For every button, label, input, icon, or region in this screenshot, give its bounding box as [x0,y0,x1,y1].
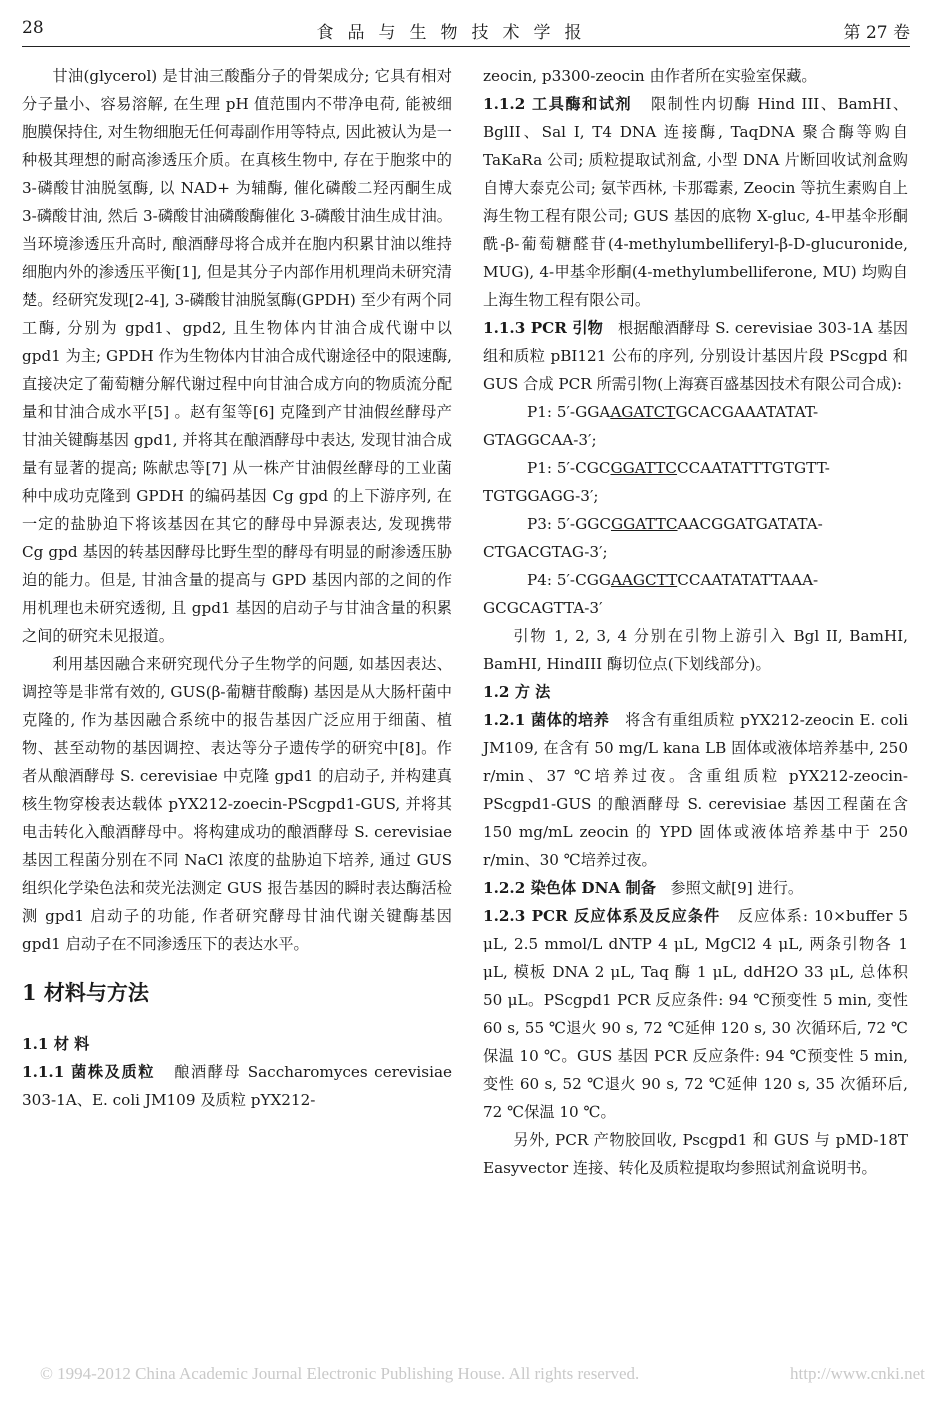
primer-line [483,566,908,594]
text-1-2-2: 参照文献[9] 进行。 [670,879,804,897]
subsection-1-1: 1.1 材 料 [22,1035,90,1053]
primer-site: AGATCT [610,403,676,421]
heading-1-2-1: 1.2.1 菌体的培养 [483,711,610,729]
text-1-2-3: 反应体系: 10×buffer 5 μL, 2.5 mmol/L dNTP 4 μL, MgCl2 4 μL, 两条引物各 1 μL, 模板 DNA 2 μL, Taq 酶 1 μL, ddH2O 33 μL, 总体积 50 μL。PScgpd1 PCR 反应条件: 94 ℃预变性 5 min, 变性 60 s, 55 ℃退火 90 s, 72 ℃延伸 120 s, 30 次循环后, 72 ℃保温 10 ℃。GUS 基因 PCR 反应条件: 94 ℃预变性 5 min, 变性 60 s, 52 ℃退火 90 s, 72 ℃延伸 120 s, 35 次循环后, 72 ℃保温 10 ℃。 [483,907,909,1121]
text-1-1-2: 限制性内切酶 Hind III、BamHI、BglII、Sal I, T4 DNA 连接酶, TaqDNA 聚合酶等购自 TaKaRa 公司; 质粒提取试剂盒, 小型 DNA 片断回收试剂盒购自博大泰克公司; 氨苄西林, 卡那霉素, Zeocin 等抗生素购自上海生物工程有限公司; GUS 基因的底物 X-gluc, 4-甲基伞形酮酰-β-葡萄糖醛苷(4-methylumbelliferyl-β-D-glucuronide, MUG), 4-甲基伞形酮(4-methylumbelliferone, MU) 均购自上海生物工程有限公司。 [483,95,909,309]
primer-line-end: TGTGGAGG-3′; [483,487,599,505]
para-1-1-2 [483,90,908,314]
primer-site: GGATTC [610,459,678,477]
primer-prefix: P4: 5′-CGG [527,571,611,589]
primer-mid: GCACGAAATATAT- [675,403,819,421]
text-1-1-3: 根据酿酒酵母 S. cerevisiae 303-1A 基因组和质粒 pBI121 公布的序列, 分别设计基因片段 PScgpd 和 GUS 合成 PCR 所需引物(上海赛百盛基因技术有限公司合成): [483,319,909,393]
para-1-2-1 [483,706,908,874]
continued-text: zeocin, p3300-zeocin 由作者所在实验室保藏。 [483,67,817,85]
primer-mid: CCAATATATTAAA- [677,571,819,589]
primer-line-end: GCGCAGTTA-3′ [483,599,603,617]
text-1-1-1: 酿酒酵母 Saccharomyces cerevisiae 303-1A、E. coli JM109 及质粒 pYX212- [22,1063,452,1109]
footer-url: http://www.cnki.net [790,1364,925,1383]
copyright-footer: © 1994-2012 China Academic Journal Electronic Publishing House. All rights reserved. [40,1364,640,1383]
primer-mid: CCAATATTTGTGTT- [677,459,830,477]
primer-mid: AACGGATGATATA- [677,515,823,533]
page-number: 28 [22,18,44,38]
primer-site: AAGCTT [610,571,678,589]
left-column [22,62,452,1114]
para-1-2-3 [483,902,908,1126]
heading-1-2-3: 1.2.3 PCR 反应体系及反应条件 [483,907,721,925]
primer-line [483,454,908,482]
subsection-1-2: 1.2 方 法 [483,683,551,701]
closing-paragraph: 另外, PCR 产物胶回收, Pscgpd1 和 GUS 与 pMD-18T Easyvector 连接、转化及质粒提取均参照试剂盒说明书。 [483,1131,908,1177]
primer-note: 引物 1, 2, 3, 4 分别在引物上游引入 Bgl II, BamHI, BamHI, HindIII 酶切位点(下划线部分)。 [483,627,908,673]
page-header [22,18,910,47]
journal-title: 食品与生物技术学报 [316,23,596,43]
intro-paragraph-1: 甘油(glycerol) 是甘油三酸酯分子的骨架成分; 它具有相对分子量小、容易溶解, 在生理 pH 值范围内不带净电荷, 能被细胞膜保持住, 对生物细胞无任何毒副作用等特点, 因此被认为是一种极其理想的耐高渗透压介质。在真核生物中, 存在于胞浆中的 3-磷酸甘油脱氢酶, 以 NAD+ 为辅酶, 催化磷酸二羟丙酮生成 3-磷酸甘油, 然后 3-磷酸甘油磷酸酶催化 3-磷酸甘油生成甘油。当环境渗透压升高时, 酿酒酵母将合成并在胞内积累甘油以维持细胞内外的渗透压平衡[1], 但是其分子内部作用机理尚未研究清楚。经研究发现[2-4], 3-磷酸甘油脱氢酶(GPDH) 至少有两个同工酶, 分别为 gpd1、gpd2, 且生物体内甘油合成代谢中以 gpd1 为主; GPDH 作为生物体内甘油合成代谢途径中的限速酶, 直接决定了葡萄糖分解代谢过程中向甘油合成方向的物质流分配量和甘油合成水平[5] 。赵有玺等[6] 克隆到产甘油假丝酵母产甘油关键酶基因 gpd1, 并将其在酿酒酵母中表达, 发现甘油合成量有显著的提高; 陈献忠等[7] 从一株产甘油假丝酵母的工业菌种中成功克隆到 GPDH 的编码基因 Cg gpd 的上下游序列, 在一定的盐胁迫下将该基因在其它的酵母中异源表达, 发现携带 Cg gpd 基因的转基因酵母比野生型的酵母有明显的耐渗透压胁迫的能力。但是, 甘油含量的提高与 GPD 基因内部的之间的作用机理也未研究透彻, 且 gpd1 基因的启动子与甘油含量的积累之间的研究未见报道。 [22,67,452,645]
primer-line-end: GTAGGCAA-3′; [483,431,597,449]
primer-prefix: P1: 5′-GGA [527,403,611,421]
primer-list [483,398,908,622]
heading-1-1-1: 1.1.1 菌株及质粒 [22,1063,155,1081]
primer-prefix: P3: 5′-GGC [527,515,611,533]
heading-1-2-2: 1.2.2 染色体 DNA 制备 [483,879,656,897]
heading-1-1-2: 1.1.2 工具酶和试剂 [483,95,633,113]
right-column [483,62,908,1182]
para-1-2-2 [483,874,908,902]
heading-1-1-3: 1.1.3 PCR 引物 [483,319,604,337]
text-1-2-1: 将含有重组质粒 pYX212-zeocin E. coli JM109, 在含有 50 mg/L kana LB 固体或液体培养基中, 250 r/min、37 ℃培养过夜。含重组质粒 pYX212-zeocin-PScgpd1-GUS 的酿酒酵母 S. cerevisiae 基因工程菌在含 150 mg/mL zeocin 的 YPD 固体或液体培养基中于 250 r/min、30 ℃培养过夜。 [483,711,908,869]
volume-label: 第 27 卷 [843,23,910,43]
primer-line [483,510,908,538]
para-1-1-3 [483,314,908,398]
para-1-1-1 [22,1058,452,1114]
intro-paragraph-2: 利用基因融合来研究现代分子生物学的问题, 如基因表达、调控等是非常有效的, GUS(β-葡糖苷酸酶) 基因是从大肠杆菌中克隆的, 作为基因融合系统中的报告基因广泛应用于细菌、植物、甚至动物的基因调控、表达等分子遗传学的研究中[8]。作者从酿酒酵母 S. cerevisiae 中克隆 gpd1 的启动子, 并构建真核生物穿梭表达载体 pYX212-zoecin-PScgpd1-GUS, 并将其电击转化入酿酒酵母中。将构建成功的酿酒酵母 S. cerevisiae 基因工程菌分别在不同 NaCl 浓度的盐胁迫下培养, 通过 GUS 组织化学染色法和荧光法测定 GUS 报告基因的瞬时表达酶活检测 gpd1 启动子的功能, 作者研究酵母甘油代谢关键酶基因 gpd1 启动子在不同渗透压下的表达水平。 [22,655,452,953]
primer-site: GGATTC [610,515,678,533]
primer-line [483,398,908,426]
section-heading-1: 1 材料与方法 [22,980,149,1005]
primer-line-end: CTGACGTAG-3′; [483,543,608,561]
primer-prefix: P1: 5′-CGC [527,459,611,477]
